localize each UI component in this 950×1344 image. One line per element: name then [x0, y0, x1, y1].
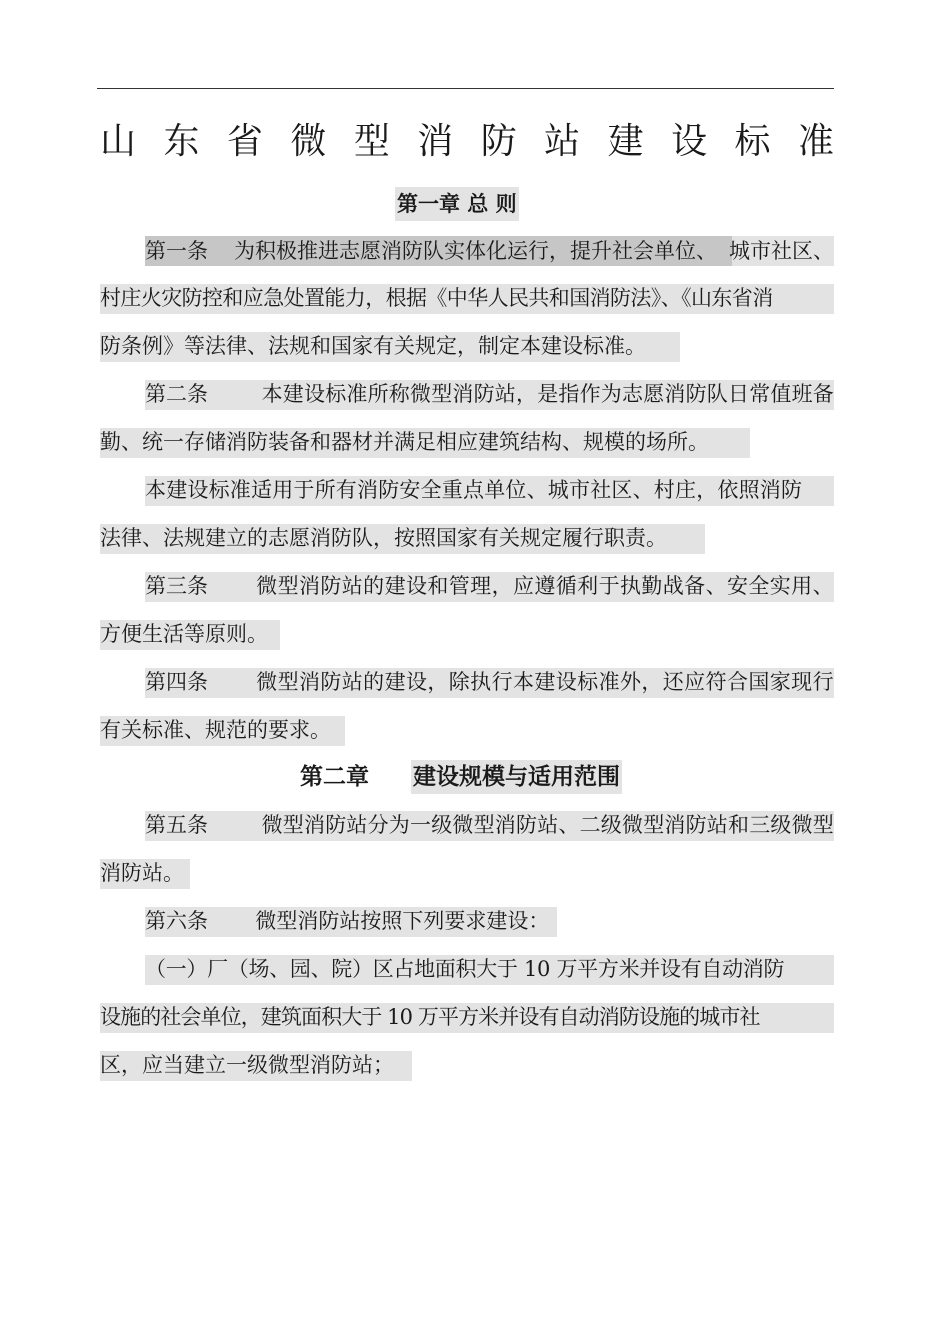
chapter-2-title: 建设规模与适用范围 [411, 760, 622, 794]
article-1-text-tail: 城市社区、 [729, 239, 834, 263]
article-5-line-2: 消防站。 [100, 859, 190, 889]
article-6-line-1 [145, 907, 557, 937]
article-1-line-3: 防条例》等法律、法规和国家有关规定，制定本建设标准。 [100, 332, 680, 362]
article-2-label: 第二条 [145, 382, 208, 406]
chapter-2-heading [300, 760, 622, 794]
article-6-text: 微型消防站按照下列要求建设： [255, 909, 550, 933]
article-3-text: 微型消防站的建设和管理，应遵循利于执勤战备、安全实用、 [256, 574, 834, 598]
article-2-text: 本建设标准所称微型消防站，是指作为志愿消防队日常值班备 [261, 382, 834, 406]
item-1-line-2: 设施的社会单位，建筑面积大于 10 万平方米并设有自动消防设施的城市社 [100, 1003, 834, 1033]
document-title [100, 110, 834, 166]
item-1-line-1: （一）厂（场、园、院）区占地面积大于 10 万平方米并设有自动消防 [145, 955, 834, 985]
article-1-line-2 [100, 284, 834, 314]
item-1-line-3: 区，应当建立一级微型消防站； [100, 1051, 412, 1081]
title-char: 防 [480, 120, 517, 162]
article-3-label: 第三条 [145, 574, 208, 598]
title-char: 消 [417, 120, 454, 162]
article-6-label: 第六条 [145, 909, 208, 933]
article-4-text: 微型消防站的建设，除执行本建设标准外，还应符合国家现行 [256, 670, 834, 694]
title-char: 山 [100, 120, 137, 162]
title-char: 站 [544, 120, 581, 162]
article-5-label: 第五条 [145, 813, 208, 837]
article-1-line-1 [145, 236, 834, 266]
title-char: 准 [797, 120, 834, 162]
title-char: 省 [226, 120, 263, 162]
article-1-line-2-text: 村庄火灾防控和应急处置能力，根据《中华人民共和国消防法》、《山东省消 [100, 286, 773, 310]
chapter-1-heading: 第一章 总 则 [395, 187, 519, 221]
chapter-2-label: 第二章 [300, 764, 369, 790]
article-2-line-1 [145, 380, 834, 410]
article-2-line-2: 勤、统一存储消防装备和器材并满足相应建筑结构、规模的场所。 [100, 428, 750, 458]
article-4-line-2: 有关标准、规范的要求。 [100, 716, 345, 746]
title-char: 设 [671, 120, 708, 162]
title-char: 建 [607, 120, 644, 162]
article-2b-line-2: 法律、法规建立的志愿消防队，按照国家有关规定履行职责。 [100, 524, 705, 554]
header-rule [97, 88, 834, 89]
article-5-text: 微型消防站分为一级微型消防站、二级微型消防站和三级微型 [261, 813, 834, 837]
article-3-line-1 [145, 572, 834, 602]
title-char: 微 [290, 120, 327, 162]
title-char: 型 [353, 120, 390, 162]
title-char: 标 [734, 120, 771, 162]
article-3-line-2: 方便生活等原则。 [100, 620, 280, 650]
article-4-line-1 [145, 668, 834, 698]
article-1-label: 第一条 [145, 239, 208, 263]
article-1-text: 为积极推进志愿消防队实体化运行，提升社会单位、 [234, 239, 717, 263]
article-2b-line-1: 本建设标准适用于所有消防安全重点单位、城市社区、村庄，依照消防 [145, 476, 834, 506]
article-4-label: 第四条 [145, 670, 208, 694]
title-char: 东 [163, 120, 200, 162]
article-5-line-1 [145, 811, 834, 841]
